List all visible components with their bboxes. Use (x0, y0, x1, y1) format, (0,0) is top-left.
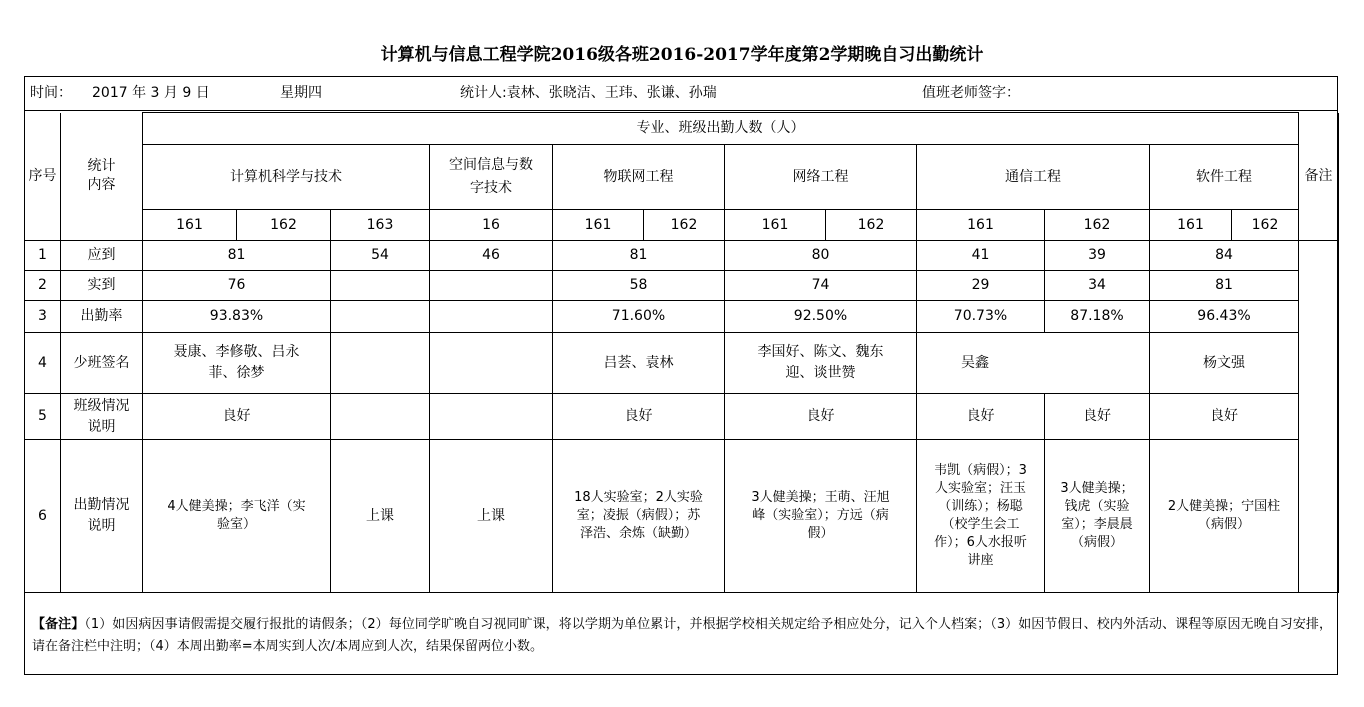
software-expected: 84 (1150, 241, 1299, 271)
row-label: 出勤情况 说明 (61, 440, 143, 593)
comm-162-attendance-notes: 3人健美操； 钱虎（实验 室）；李晨晨 （病假） (1045, 440, 1150, 593)
class-cell: 161 (143, 210, 237, 241)
comm-162-class-status: 良好 (1045, 394, 1150, 440)
iot-attendance-notes: 18人实验室；2人实验 室；凌振（病假）；苏 泽浩、余炼（缺勤） (553, 440, 725, 593)
comm-absent-signers: 吴鑫 (917, 333, 1150, 394)
stat-people: 统计人:袁林、张晓洁、王玮、张谦、孙瑞 (460, 85, 717, 101)
iot-absent-signers: 吕荟、袁林 (553, 333, 725, 394)
class-cell: 163 (331, 210, 430, 241)
stat-content-header: 统计 内容 (61, 113, 143, 241)
class-cell: 161 (1150, 210, 1232, 241)
network-absent-signers: 李国好、陈文、魏东 迎、谈世赞 (725, 333, 917, 394)
comm-161-attendance-notes: 韦凯（病假）；3 人实验室；汪玉 （训练）；杨聪 （校学生会工 作）；6人水报听 讲座 (917, 440, 1045, 593)
software-class-status: 良好 (1150, 394, 1299, 440)
network-actual: 74 (725, 271, 917, 301)
row-label: 应到 (61, 241, 143, 271)
row-seq: 6 (25, 440, 61, 593)
cs-163-class-status (331, 394, 430, 440)
software-absent-signers: 杨文强 (1150, 333, 1299, 394)
iot-class-status: 良好 (553, 394, 725, 440)
class-cell: 16 (430, 210, 553, 241)
class-cell: 162 (826, 210, 917, 241)
network-attendance-notes: 3人健美操；王萌、汪旭 峰（实验室）；方远（病 假） (725, 440, 917, 593)
notes-block (32, 614, 1332, 658)
date-value: 2017 年 3 月 9 日 (92, 85, 210, 101)
remark-cell (1299, 271, 1339, 301)
major-spatial-info: 空间信息与数 字技术 (430, 145, 553, 210)
row-seq: 2 (25, 271, 61, 301)
cs-163-actual (331, 271, 430, 301)
major-cs: 计算机科学与技术 (143, 145, 430, 210)
cs-163-expected: 54 (331, 241, 430, 271)
spatial-attendance-notes: 上课 (430, 440, 553, 593)
comm-161-rate: 70.73% (917, 301, 1045, 333)
spatial-rate (430, 301, 553, 333)
header-divider (24, 110, 1338, 111)
class-cell: 161 (917, 210, 1045, 241)
remark-cell (1299, 301, 1339, 333)
iot-rate: 71.60% (553, 301, 725, 333)
comm-162-rate: 87.18% (1045, 301, 1150, 333)
network-class-status: 良好 (725, 394, 917, 440)
remark-cell (1299, 241, 1339, 271)
row-seq: 4 (25, 333, 61, 394)
software-rate: 96.43% (1150, 301, 1299, 333)
row-label: 班级情况 说明 (61, 394, 143, 440)
row-label: 实到 (61, 271, 143, 301)
comm-161-expected: 41 (917, 241, 1045, 271)
cs-12-absent-signers: 聂康、李修敬、吕永 菲、徐梦 (143, 333, 331, 394)
comm-161-actual: 29 (917, 271, 1045, 301)
time-label: 时间： (30, 85, 72, 101)
cs-12-attendance-notes: 4人健美操；李飞洋（实 验室） (143, 440, 331, 593)
weekday-value: 星期四 (280, 85, 322, 101)
major-network: 网络工程 (725, 145, 917, 210)
iot-expected: 81 (553, 241, 725, 271)
cs-163-rate (331, 301, 430, 333)
major-iot: 物联网工程 (553, 145, 725, 210)
row-seq: 5 (25, 394, 61, 440)
major-software: 软件工程 (1150, 145, 1299, 210)
row-seq: 3 (25, 301, 61, 333)
page-title: 计算机与信息工程学院2016级各班2016-2017学年度第2学期晚自习出勤统计 (380, 45, 984, 65)
class-cell: 162 (237, 210, 331, 241)
cs-163-attendance-notes: 上课 (331, 440, 430, 593)
row-label: 出勤率 (61, 301, 143, 333)
remark-header: 备注 (1299, 113, 1339, 241)
iot-actual: 58 (553, 271, 725, 301)
attendance-table (24, 112, 1339, 593)
software-attendance-notes: 2人健美操；宁国柱 （病假） (1150, 440, 1299, 593)
class-cell: 162 (1232, 210, 1299, 241)
teacher-signature-label: 值班老师签字： (922, 85, 1020, 101)
comm-162-actual: 34 (1045, 271, 1150, 301)
group-header: 专业、班级出勤人数（人） (143, 113, 1299, 145)
spatial-expected: 46 (430, 241, 553, 271)
remark-cell (1299, 333, 1339, 394)
software-actual: 81 (1150, 271, 1299, 301)
cs-12-class-status: 良好 (143, 394, 331, 440)
remark-cell (1299, 394, 1339, 440)
cs-163-absent-signers (331, 333, 430, 394)
comm-161-class-status: 良好 (917, 394, 1045, 440)
network-expected: 80 (725, 241, 917, 271)
remark-cell (1299, 440, 1339, 593)
major-communication: 通信工程 (917, 145, 1150, 210)
comm-162-expected: 39 (1045, 241, 1150, 271)
notes-text: （1）如因病因事请假需提交履行报批的请假条；（2）每位同学旷晚自习视同旷课，将以学期为单位累计，并根据学校相关规定给予相应处分，记入个人档案；（3）如因节假日、校内外活动、课程等原因无晚自习安排，请在备注栏中注明；（4）本周出勤率=本周实到人次/本周应到人次，结果保留两位小数。 (32, 617, 1332, 654)
seq-header: 序号 (25, 113, 61, 241)
cs-12-rate: 93.83% (143, 301, 331, 333)
class-cell: 162 (644, 210, 725, 241)
spatial-class-status (430, 394, 553, 440)
class-cell: 161 (725, 210, 826, 241)
cs-12-expected: 81 (143, 241, 331, 271)
network-rate: 92.50% (725, 301, 917, 333)
class-cell: 162 (1045, 210, 1150, 241)
spatial-actual (430, 271, 553, 301)
row-label: 少班签名 (61, 333, 143, 394)
row-seq: 1 (25, 241, 61, 271)
cs-12-actual: 76 (143, 271, 331, 301)
notes-label: 【备注】 (32, 617, 85, 632)
class-cell: 161 (553, 210, 644, 241)
spatial-absent-signers (430, 333, 553, 394)
